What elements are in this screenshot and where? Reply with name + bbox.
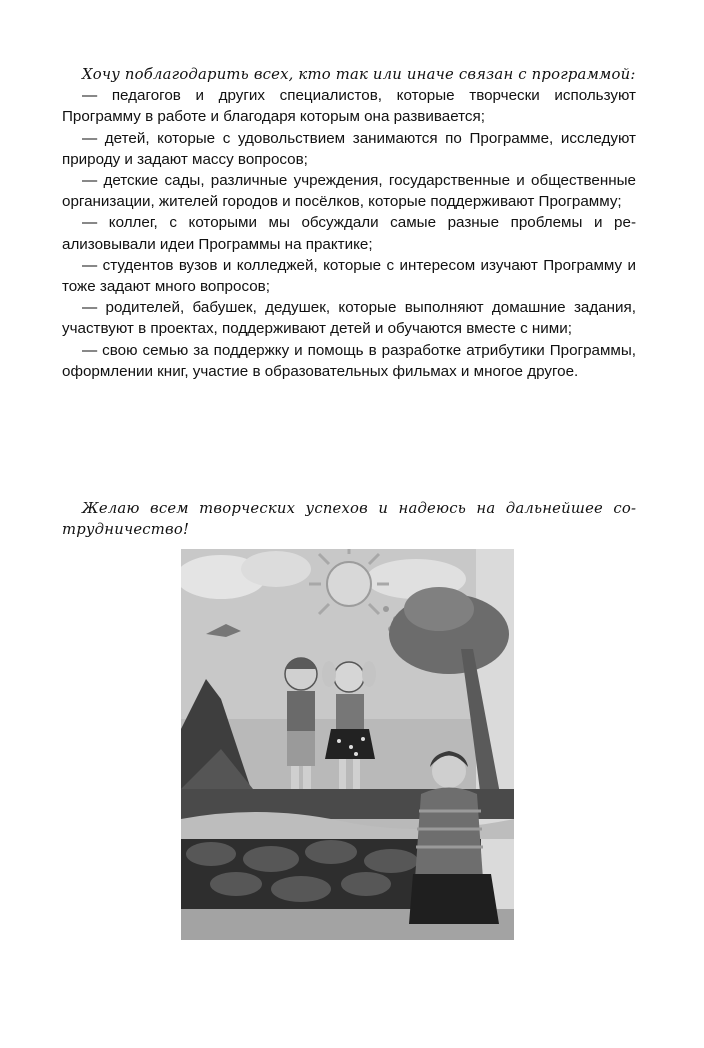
- intro-paragraph: Хочу поблагодарить всех, кто так или иначе связан с программой:: [82, 66, 636, 83]
- list-item: — коллег, с которыми мы обсуждали самые разные проблемы и реализовывали идеи Программы на практике;: [62, 214, 636, 253]
- list-item: — педагогов и других специалистов, которые творчески используют Программу в работе и благодаря которым она развивается;: [62, 87, 636, 126]
- closing-paragraph: Желаю всем творческих успехов и надеюсь на дальнейшее сотрудничество!: [62, 499, 636, 539]
- mural-photo: [181, 549, 514, 940]
- acknowledgements-text: [62, 64, 636, 382]
- list-item: — родителей, бабушек, дедушек, которые выполняют домашние задания, участвуют в проектах, поддерживают детей и обучаются вместе с ними;: [62, 299, 636, 338]
- list-item: — свою семью за поддержку и помощь в разработке атрибутики Программы, оформлении книг, участие в образовательных фильмах и многое другое.: [62, 341, 636, 380]
- list-item: — детские сады, различные учреждения, государственные и общественные организации, жителей городов и посёлков, которые поддерживают Программу;: [62, 172, 636, 211]
- list-item: — студентов вузов и колледжей, которые с интересом изучают Программу и тоже задают много вопросов;: [62, 256, 636, 296]
- list-item: — детей, которые с удовольствием занимаются по Программе, исследуют природу и задают массу вопросов;: [62, 129, 636, 168]
